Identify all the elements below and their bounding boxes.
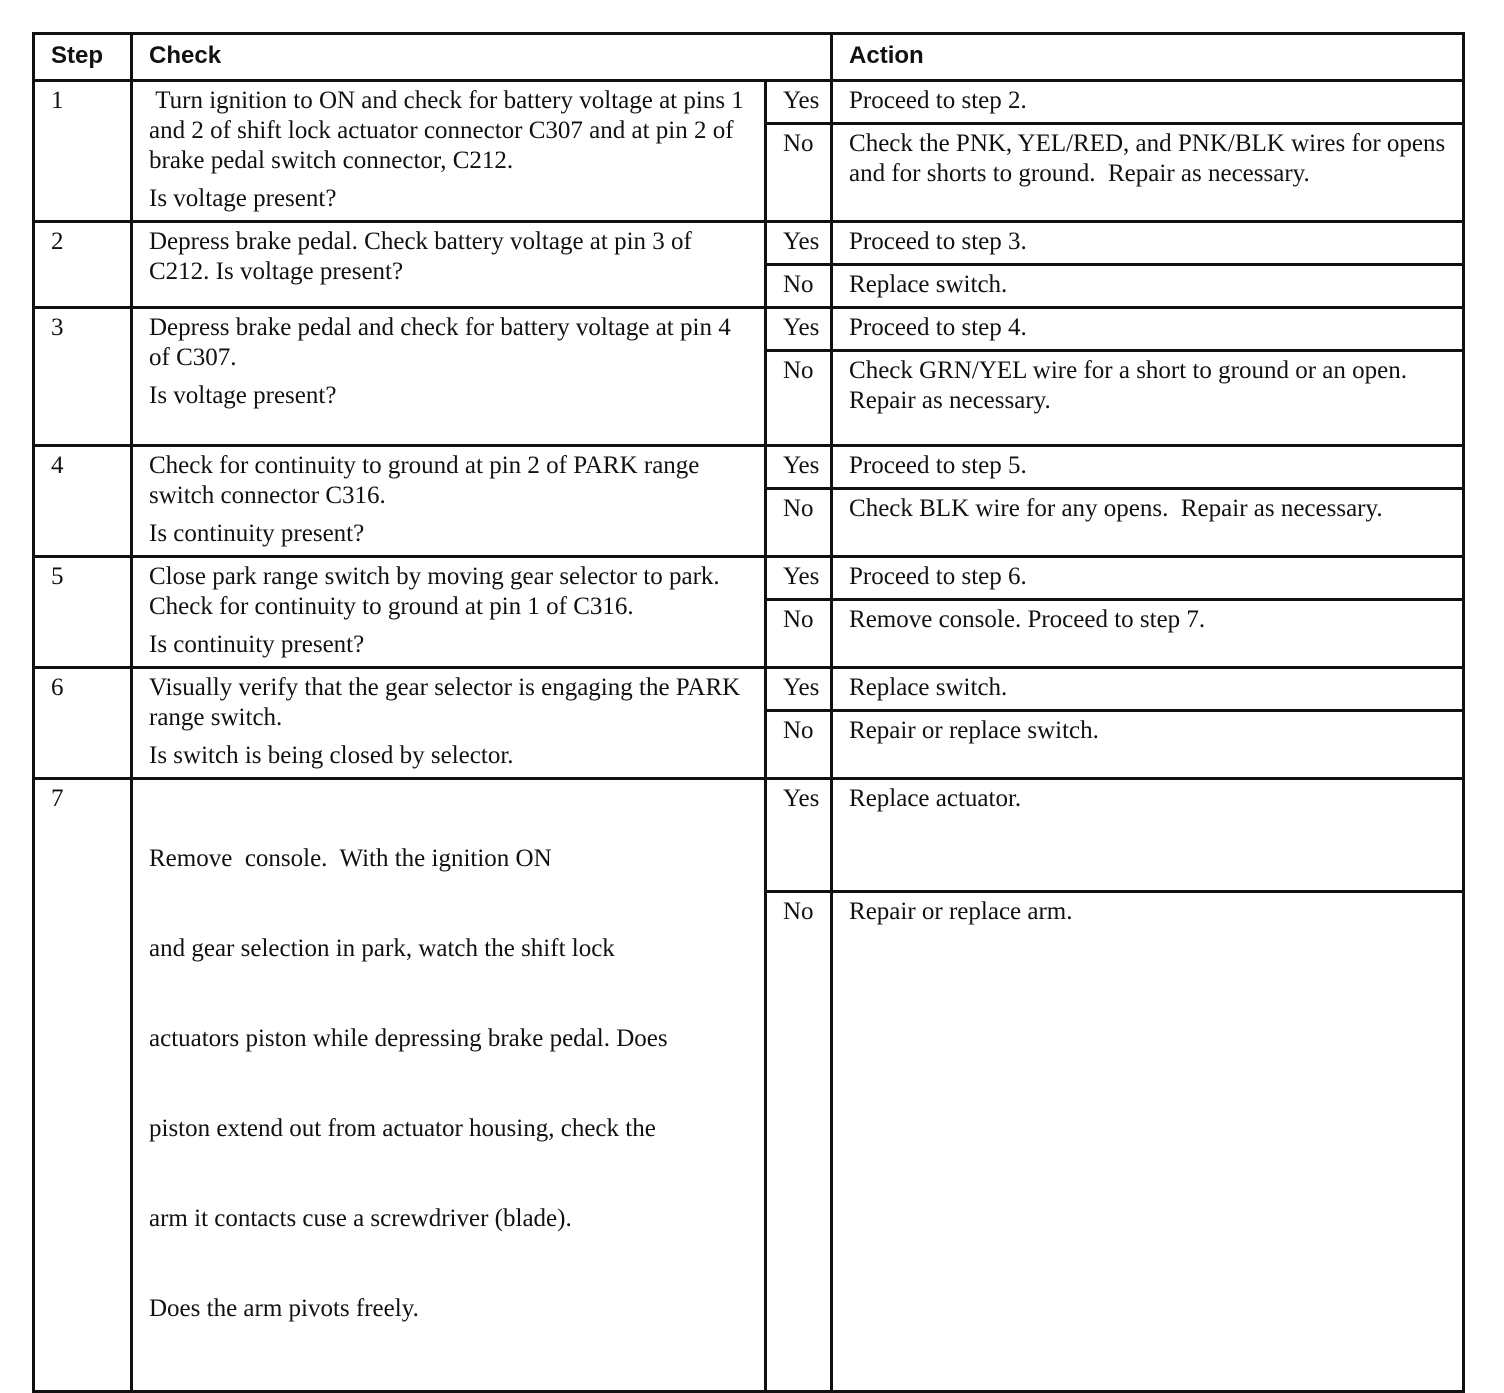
diagnostic-sheet [32,32,1462,1393]
step-number: 5 [34,557,132,668]
check-line: and gear selection in park, watch the shift lock [149,935,615,962]
yes-label: Yes [766,557,832,600]
yes-action: Replace actuator. [832,779,1464,892]
step-column-header: Step [34,34,132,81]
step-number: 6 [34,668,132,779]
yes-label: Yes [766,779,832,892]
step-number: 4 [34,446,132,557]
action-column-header: Action [832,34,1464,81]
check-cell [132,668,766,779]
check-text: Turn ignition to ON and check for battery voltage at pins 1 and 2 of shift lock actuator connector C307 and at pin 2 of brake pedal switch connector, C212. [149,87,751,174]
diagnostic-table [32,32,1465,1393]
check-cell [132,308,766,446]
check-text: Check for continuity to ground at pin 2 of PARK range switch connector C316. [149,452,700,509]
check-text: Visually verify that the gear selector is engaging the PARK range switch. [149,674,741,731]
check-text: Depress brake pedal and check for battery voltage at pin 4 of C307. [149,314,731,371]
yes-label: Yes [766,308,832,351]
step-row [34,81,1464,124]
check-question: Is switch is being closed by selector. [149,742,514,769]
check-cell [132,446,766,557]
check-line: Remove console. With the ignition ON [149,845,552,872]
check-cell [132,779,766,1392]
no-label: No [766,489,832,557]
check-line: piston extend out from actuator housing, check the [149,1115,656,1142]
check-cell [132,222,766,308]
yes-action: Proceed to step 3. [832,222,1464,265]
step-number: 3 [34,308,132,446]
check-question: Is voltage present? [149,382,337,409]
step-row [34,668,1464,711]
no-action: Check BLK wire for any opens. Repair as necessary. [832,489,1464,557]
step-number: 7 [34,779,132,1392]
check-text: Close park range switch by moving gear selector to park. Check for continuity to ground at pin 1 of C316. [149,563,733,620]
step-row [34,446,1464,489]
step-number: 1 [34,81,132,222]
no-action: Replace switch. [832,265,1464,308]
no-label: No [766,600,832,668]
yes-action: Proceed to step 2. [832,81,1464,124]
no-label: No [766,711,832,779]
yes-action: Proceed to step 5. [832,446,1464,489]
step-row [34,308,1464,351]
no-label: No [766,351,832,446]
yes-label: Yes [766,81,832,124]
no-action: Check the PNK, YEL/RED, and PNK/BLK wires for opens and for shorts to ground. Repair as necessary. [832,124,1464,222]
check-cell [132,557,766,668]
no-action: Repair or replace arm. [832,891,1464,1391]
check-column-header: Check [132,34,832,81]
no-label: No [766,124,832,222]
yes-action: Proceed to step 4. [832,308,1464,351]
yes-action: Replace switch. [832,668,1464,711]
yes-action: Proceed to step 6. [832,557,1464,600]
check-line: actuators piston while depressing brake pedal. Does [149,1025,668,1052]
no-label: No [766,891,832,1391]
no-action: Check GRN/YEL wire for a short to ground or an open. Repair as necessary. [832,351,1464,446]
check-question: Is voltage present? [149,185,337,212]
check-cell [132,81,766,222]
check-line: arm it contacts cuse a screwdriver (blade). [149,1205,572,1232]
check-question: Is continuity present? [149,520,365,547]
yes-label: Yes [766,222,832,265]
check-text: Depress brake pedal. Check battery voltage at pin 3 of C212. Is voltage present? [149,228,692,285]
step-row [34,779,1464,892]
check-question: Is continuity present? [149,631,365,658]
step-number: 2 [34,222,132,308]
no-action: Remove console. Proceed to step 7. [832,600,1464,668]
step-row [34,557,1464,600]
no-action: Repair or replace switch. [832,711,1464,779]
step-row [34,222,1464,265]
header-row [34,34,1464,81]
no-label: No [766,265,832,308]
yes-label: Yes [766,668,832,711]
check-line: Does the arm pivots freely. [149,1295,419,1322]
yes-label: Yes [766,446,832,489]
